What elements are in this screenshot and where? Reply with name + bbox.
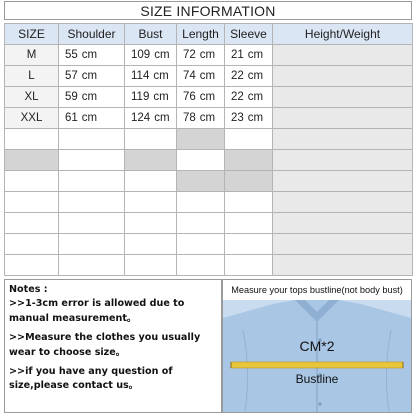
empty-cell <box>225 255 273 276</box>
measure-marker: CM*2 <box>299 338 335 354</box>
size-table <box>4 23 413 276</box>
unit-label: cm <box>199 112 216 124</box>
sleeve-cell <box>225 66 273 87</box>
unit-label: cm <box>81 91 98 103</box>
cell-value: 124 <box>131 112 151 124</box>
empty-cell <box>177 129 225 150</box>
unit-label: cm <box>81 70 98 82</box>
empty-cell <box>59 192 125 213</box>
measure-caption: Measure your tops bustline(not body bust) <box>231 285 403 295</box>
empty-cell <box>125 192 177 213</box>
cell-value: 21 <box>231 49 244 61</box>
unit-label: cm <box>81 112 98 124</box>
empty-cell <box>59 213 125 234</box>
bust-cell <box>125 66 177 87</box>
table-header-row <box>5 24 413 45</box>
empty-cell <box>177 234 225 255</box>
unit-label: cm <box>154 49 170 61</box>
empty-row <box>5 192 413 213</box>
empty-cell <box>225 171 273 192</box>
cell-value: 72 <box>183 49 196 61</box>
page-title: SIZE INFORMATION <box>4 1 412 20</box>
sleeve-cell <box>225 45 273 66</box>
empty-cell <box>273 129 413 150</box>
unit-label: cm <box>154 112 170 124</box>
measure-panel <box>222 279 412 413</box>
empty-cell <box>59 150 125 171</box>
sleeve-cell <box>225 87 273 108</box>
notes-title: Notes : <box>9 284 48 295</box>
shirt-button <box>318 402 321 405</box>
cell-value: 109 <box>131 49 151 61</box>
empty-cell <box>125 255 177 276</box>
empty-cell <box>59 255 125 276</box>
empty-cell <box>5 129 59 150</box>
height-weight-cell <box>273 45 413 66</box>
unit-label: cm <box>199 49 216 61</box>
unit-label: cm <box>153 91 169 103</box>
note-item: >>1-3cm error is allowed due to manual measurement。 <box>9 298 185 324</box>
shoulder-cell <box>59 87 125 108</box>
empty-row <box>5 150 413 171</box>
empty-cell <box>273 150 413 171</box>
empty-cell <box>225 192 273 213</box>
cell-value: 74 <box>183 70 196 82</box>
empty-cell <box>59 129 125 150</box>
cell-value: 22 <box>231 70 244 82</box>
col-header-length: Length <box>177 24 225 45</box>
empty-cell <box>273 192 413 213</box>
length-cell <box>177 108 225 129</box>
shirt-illustration <box>223 300 411 412</box>
size-cell: L <box>5 66 59 87</box>
empty-cell <box>125 150 177 171</box>
empty-cell <box>273 171 413 192</box>
size-cell: XXL <box>5 108 59 129</box>
col-header-size: SIZE <box>5 24 59 45</box>
empty-cell <box>273 255 413 276</box>
unit-label: cm <box>199 70 216 82</box>
empty-row <box>5 129 413 150</box>
cell-value: 61 <box>65 112 78 124</box>
empty-cell <box>59 171 125 192</box>
unit-label: cm <box>247 91 264 103</box>
table-row <box>5 66 413 87</box>
bust-cell <box>125 108 177 129</box>
length-cell <box>177 66 225 87</box>
cell-value: 55 <box>65 49 78 61</box>
unit-label: cm <box>153 70 169 82</box>
empty-cell <box>5 213 59 234</box>
notes-panel <box>4 279 222 413</box>
empty-cell <box>225 129 273 150</box>
cell-value: 57 <box>65 70 78 82</box>
cell-value: 119 <box>131 91 150 103</box>
empty-cell <box>225 234 273 255</box>
height-weight-cell <box>273 108 413 129</box>
cell-value: 59 <box>65 91 78 103</box>
cell-value: 23 <box>231 112 244 124</box>
shoulder-cell <box>59 45 125 66</box>
empty-row <box>5 213 413 234</box>
empty-cell <box>273 234 413 255</box>
height-weight-cell <box>273 66 413 87</box>
unit-label: cm <box>81 49 98 61</box>
unit-label: cm <box>199 91 216 103</box>
empty-cell <box>177 192 225 213</box>
size-cell: M <box>5 45 59 66</box>
empty-cell <box>273 213 413 234</box>
note-item: >>if you have any question of size,please contact us。 <box>9 365 173 392</box>
empty-row <box>5 234 413 255</box>
empty-cell <box>125 213 177 234</box>
empty-cell <box>5 150 59 171</box>
note-item: >>Measure the clothes you usually wear to choose size。 <box>9 332 201 358</box>
empty-cell <box>125 171 177 192</box>
sleeve-cell <box>225 108 273 129</box>
empty-cell <box>5 192 59 213</box>
empty-cell <box>125 129 177 150</box>
cell-value: 22 <box>231 91 244 103</box>
cell-value: 76 <box>183 91 196 103</box>
empty-cell <box>59 234 125 255</box>
empty-cell <box>177 171 225 192</box>
empty-row <box>5 255 413 276</box>
bustline-label: Bustline <box>295 372 339 386</box>
col-header-shoulder: Shoulder <box>59 24 125 45</box>
empty-cell <box>177 255 225 276</box>
size-cell: XL <box>5 87 59 108</box>
empty-cell <box>177 213 225 234</box>
col-header-height-weight: Height/Weight <box>273 24 413 45</box>
col-header-sleeve: Sleeve <box>225 24 273 45</box>
shoulder-cell <box>59 66 125 87</box>
length-cell <box>177 87 225 108</box>
bust-cell <box>125 45 177 66</box>
unit-label: cm <box>247 112 264 124</box>
empty-row <box>5 171 413 192</box>
measuring-tape <box>231 362 403 368</box>
empty-cell <box>5 255 59 276</box>
empty-cell <box>225 213 273 234</box>
col-header-bust: Bust <box>125 24 177 45</box>
shoulder-cell <box>59 108 125 129</box>
empty-cell <box>177 150 225 171</box>
table-row <box>5 45 413 66</box>
bust-cell <box>125 87 177 108</box>
length-cell <box>177 45 225 66</box>
cell-value: 114 <box>131 70 150 82</box>
empty-cell <box>5 234 59 255</box>
table-row <box>5 87 413 108</box>
unit-label: cm <box>247 49 264 61</box>
unit-label: cm <box>247 70 264 82</box>
cell-value: 78 <box>183 112 196 124</box>
empty-cell <box>225 150 273 171</box>
empty-cell <box>5 171 59 192</box>
table-row <box>5 108 413 129</box>
height-weight-cell <box>273 87 413 108</box>
empty-cell <box>125 234 177 255</box>
